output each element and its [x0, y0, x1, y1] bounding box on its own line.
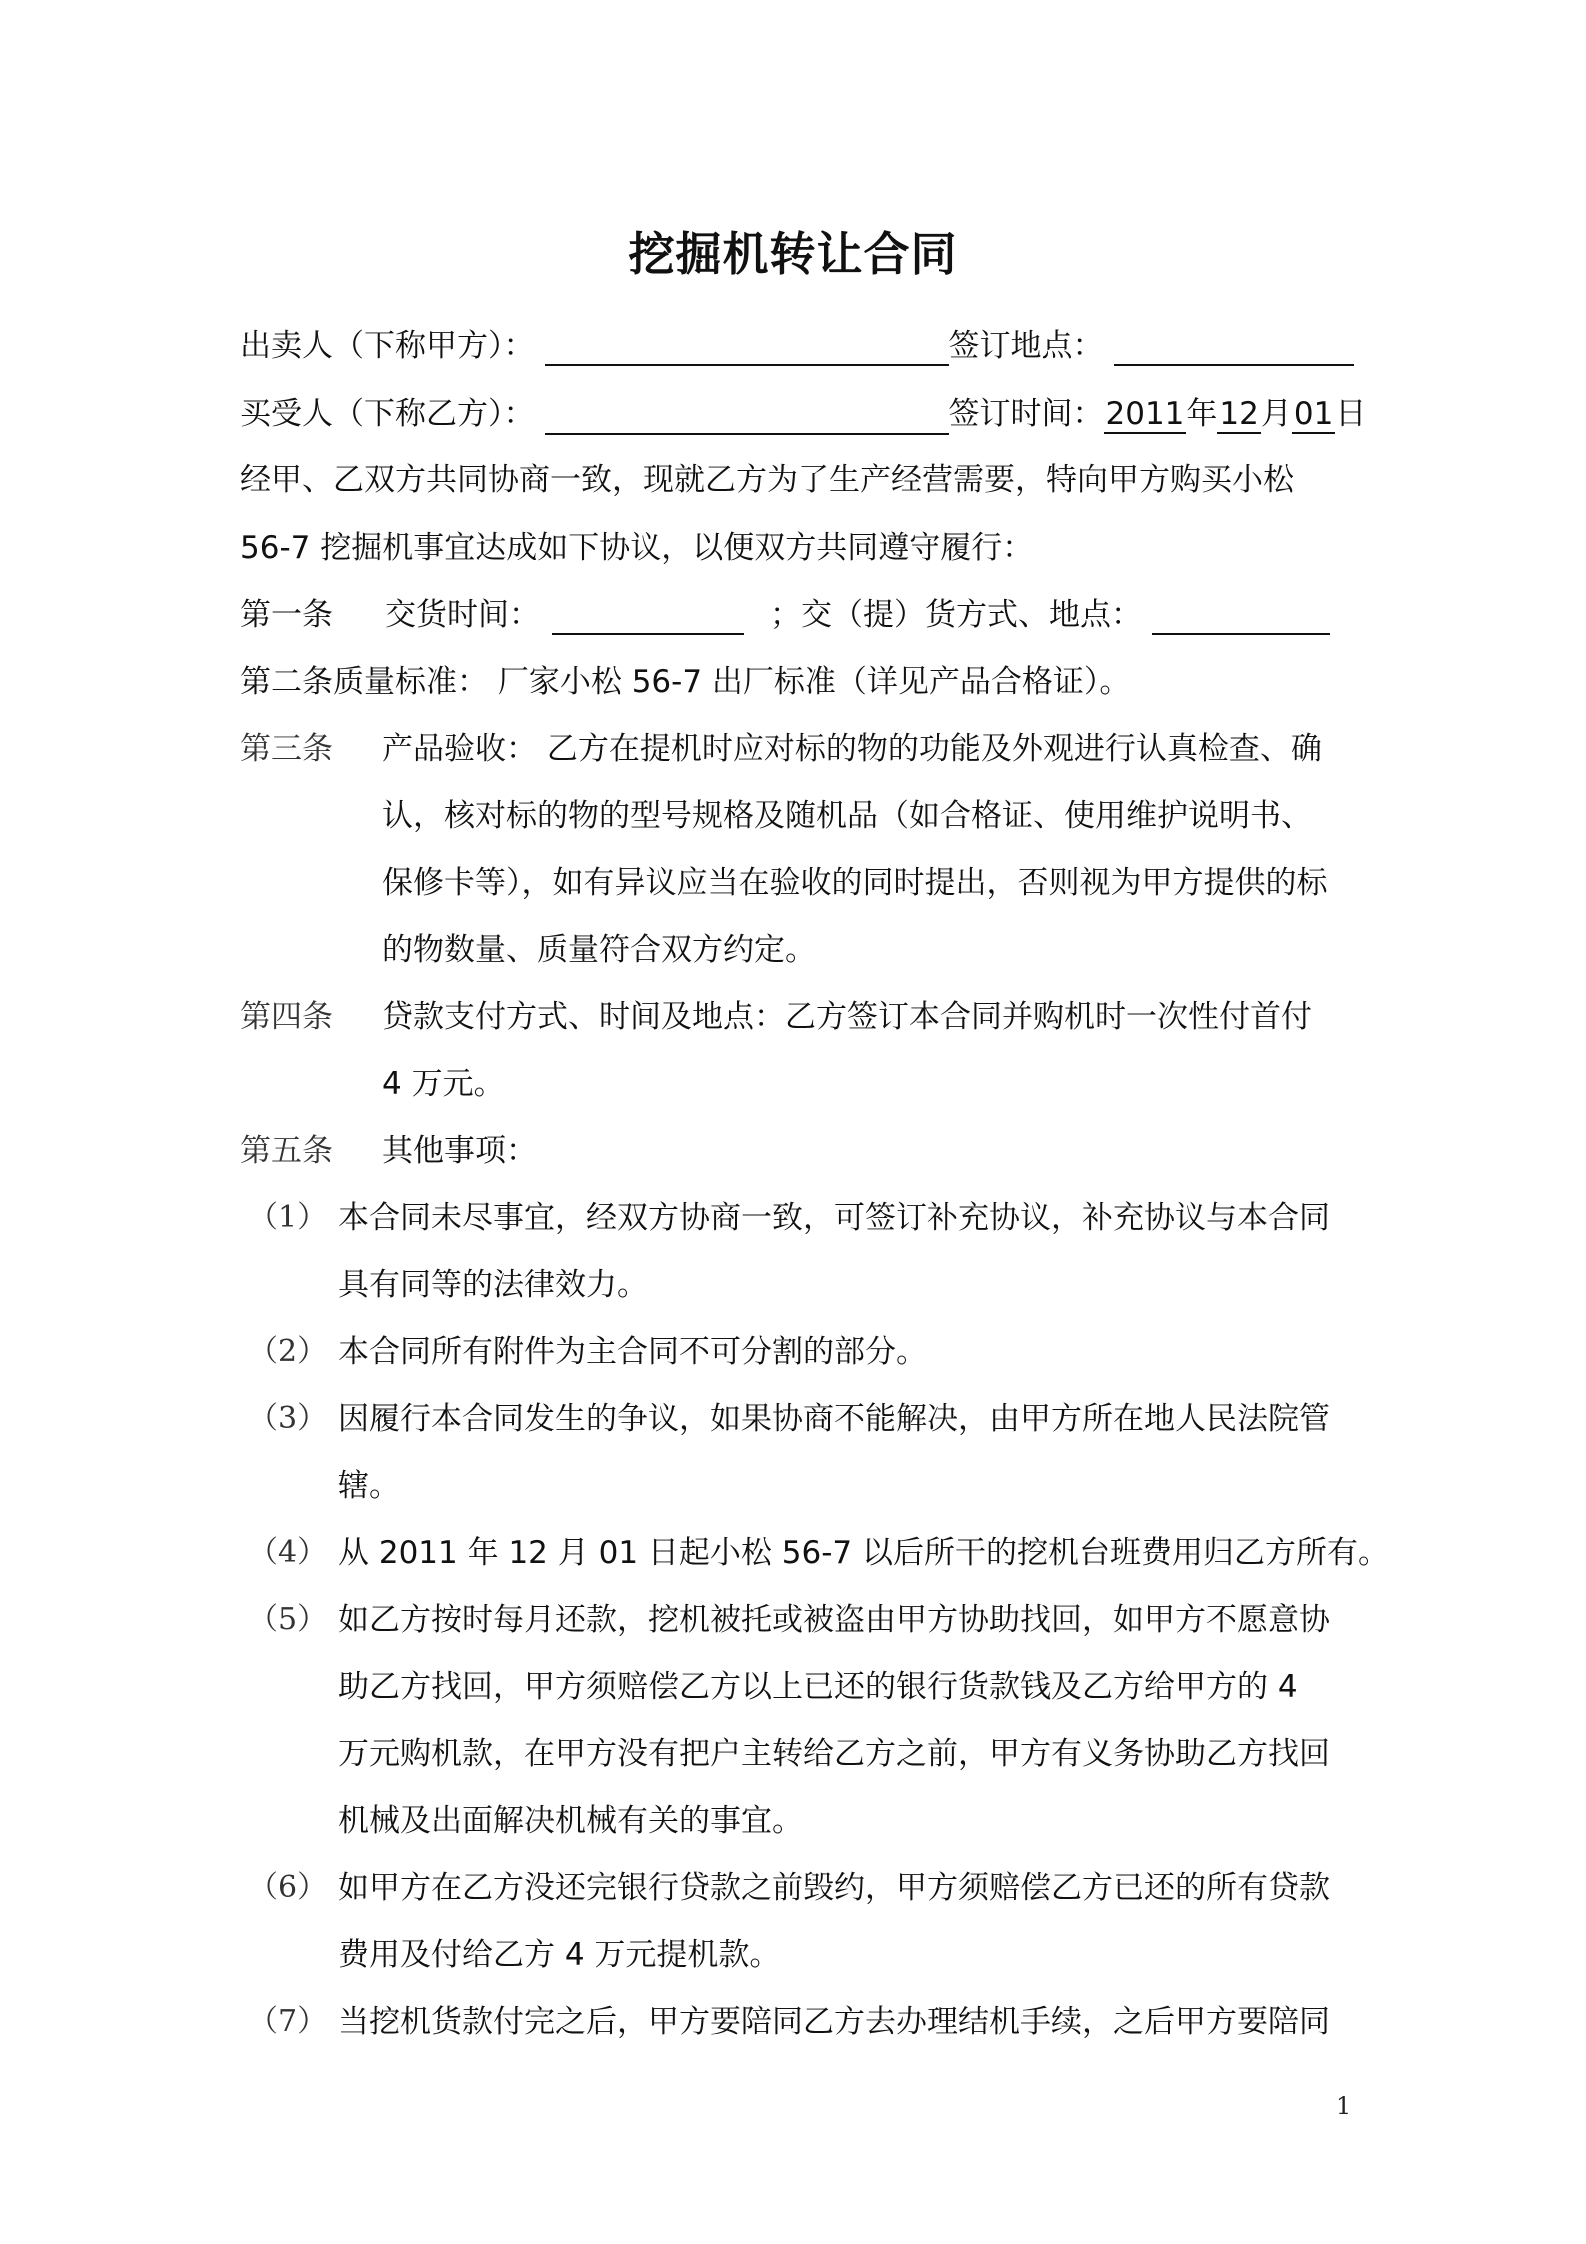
article-1	[240, 595, 1330, 635]
intro-line-1: 经甲、乙双方共同协商一致，现就乙方为了生产经营需要，特向甲方购买小松	[240, 462, 1294, 498]
sign-day: 01	[1293, 396, 1334, 432]
page-title: 挖掘机转让合同	[628, 227, 958, 281]
intro-line-2: 56-7 挖掘机事宜达成如下协议，以便双方共同遵守履行：	[240, 530, 1034, 566]
sign-year: 2011	[1105, 396, 1185, 432]
article-4-label: 第四条	[240, 999, 333, 1035]
item-3-number: （3）	[248, 1401, 328, 1436]
article-3-line-4: 的物数量、质量符合双方约定。	[382, 932, 816, 968]
article-3-line-3: 保修卡等），如有异议应当在验收的同时提出，否则视为甲方提供的标	[382, 865, 1328, 901]
seller-line	[240, 326, 1354, 366]
item-3-line-2: 辖。	[338, 1468, 400, 1504]
article-5-heading: 其他事项：	[382, 1133, 537, 1169]
article-5-label: 第五条	[240, 1133, 333, 1169]
item-5-line-1: 如乙方按时每月还款，挖机被托或被盗由甲方协助找回，如甲方不愿意协	[338, 1602, 1330, 1638]
day-char: 日	[1335, 396, 1367, 432]
item-6-line-2: 费用及付给乙方 4 万元提机款。	[338, 1937, 781, 1973]
delivery-time-blank	[552, 599, 744, 635]
item-5-line-2: 助乙方找回，甲方须赔偿乙方以上已还的银行货款钱及乙方给甲方的 4	[338, 1669, 1298, 1705]
month-char: 月	[1260, 396, 1292, 432]
seller-label: 出卖人（下称甲方）：	[240, 328, 535, 364]
item-6-line-1: 如甲方在乙方没还完银行贷款之前毁约，甲方须赔偿乙方已还的所有贷款	[338, 1870, 1330, 1906]
article-1-label: 第一条	[240, 597, 333, 633]
item-7-line-1: 当挖机货款付完之后，甲方要陪同乙方去办理结机手续，之后甲方要陪同	[338, 2004, 1330, 2040]
delivery-method-blank	[1152, 599, 1330, 635]
delivery-method-label: 交（提）货方式、地点：	[801, 597, 1142, 633]
item-5-number: （5）	[248, 1602, 328, 1637]
article-3-line-1: 产品验收： 乙方在提机时应对标的物的功能及外观进行认真检查、确	[382, 731, 1322, 767]
item-4-number: （4）	[248, 1535, 328, 1570]
item-7-number: （7）	[248, 2004, 328, 2039]
item-1-line-2: 具有同等的法律效力。	[338, 1267, 648, 1303]
delivery-time-label: 交货时间：	[385, 597, 540, 633]
article-1-separator: ；	[770, 597, 801, 633]
buyer-label: 买受人（下称乙方）：	[240, 396, 535, 432]
sign-time-label: 签订时间：	[948, 396, 1104, 432]
item-1-line-1: 本合同未尽事宜，经双方协商一致，可签订补充协议，补充协议与本合同	[338, 1200, 1330, 1236]
article-4-line-2: 4 万元。	[382, 1066, 505, 1102]
year-char: 年	[1186, 396, 1218, 432]
item-5-line-4: 机械及出面解决机械有关的事宜。	[338, 1803, 803, 1839]
item-3-line-1: 因履行本合同发生的争议，如果协商不能解决，由甲方所在地人民法院管	[338, 1401, 1330, 1437]
buyer-line	[240, 394, 1366, 435]
seller-blank	[545, 330, 949, 366]
item-5-line-3: 万元购机款，在甲方没有把户主转给乙方之前，甲方有义务协助乙方找回	[338, 1736, 1330, 1772]
item-2-number: （2）	[248, 1334, 328, 1369]
article-2: 第二条质量标准： 厂家小松 56-7 出厂标准（详见产品合格证）。	[240, 664, 1131, 700]
article-3-line-2: 认，核对标的物的型号规格及随机品（如合格证、使用维护说明书、	[382, 798, 1312, 834]
sign-place-blank	[1114, 330, 1354, 366]
item-4-line-1: 从 2011 年 12 月 01 日起小松 56-7 以后所干的挖机台班费用归乙方所有。	[338, 1535, 1389, 1571]
item-1-number: （1）	[248, 1200, 328, 1235]
sign-place-label: 签订地点：	[948, 328, 1104, 364]
article-4-line-1: 贷款支付方式、时间及地点：乙方签订本合同并购机时一次性付首付	[382, 999, 1312, 1035]
buyer-blank	[545, 399, 949, 435]
article-3-label: 第三条	[240, 731, 333, 767]
sign-month: 12	[1219, 396, 1259, 432]
item-2-line-1: 本合同所有附件为主合同不可分割的部分。	[338, 1334, 927, 1370]
item-6-number: （6）	[248, 1870, 328, 1905]
page-number: 1	[1336, 2092, 1352, 2120]
